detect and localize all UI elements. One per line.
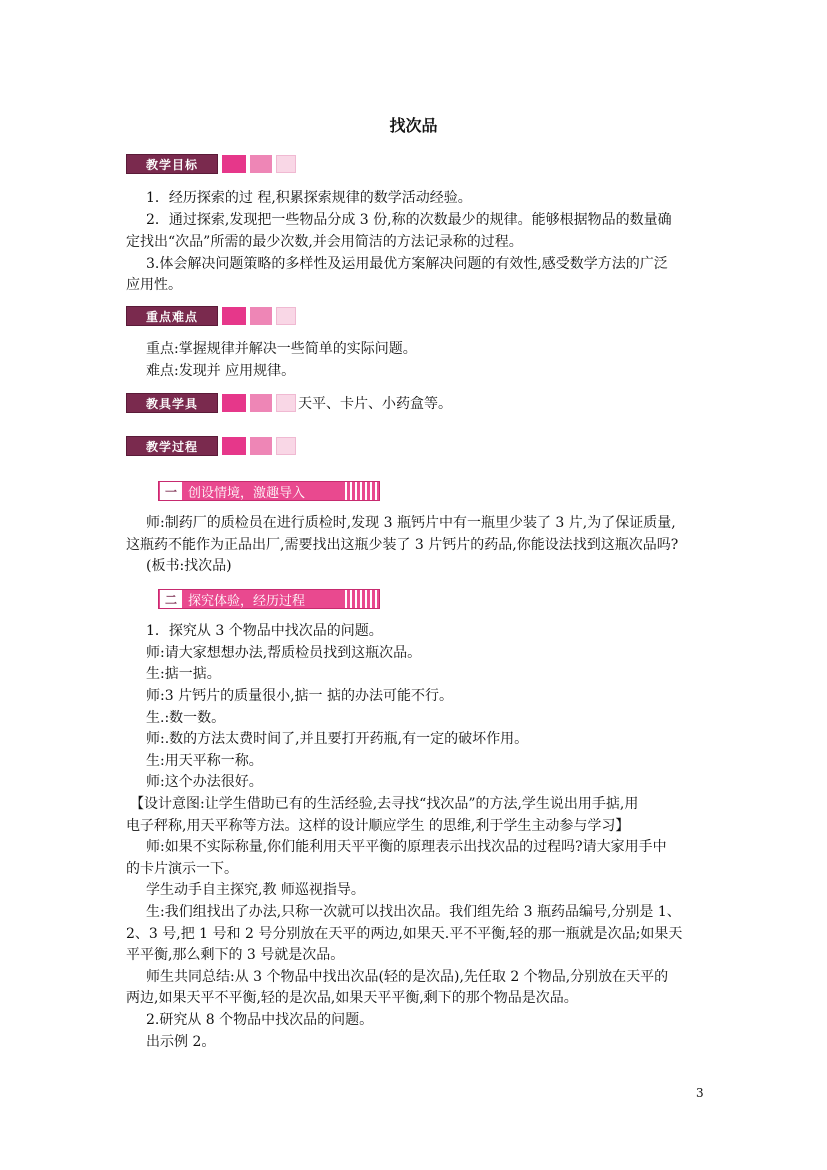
text-line: 1．探究从 3 个物品中找次品的问题。 <box>146 623 383 639</box>
stripe-decoration <box>345 482 379 500</box>
step-number: 一 <box>160 482 182 500</box>
page-number: 3 <box>696 1086 704 1100</box>
text-line: 师:请大家想想办法,帮质检员找到这瓶次品。 <box>146 645 422 661</box>
deco-square <box>250 394 272 412</box>
section-header-goals <box>126 154 296 174</box>
deco-square <box>276 437 296 455</box>
section-header-tools <box>126 393 452 413</box>
keypoint-line: 重点:掌握规律并解决一些简单的实际问题。 <box>146 341 417 357</box>
text-line: 这瓶药不能作为正品出厂,需要找出这瓶少装了 3 片钙片的药品,你能设法找到这瓶次品吗? <box>126 537 679 553</box>
text-line: 师:这个办法很好。 <box>146 774 263 790</box>
text-line: 学生动手自主探究,教 师巡视指导。 <box>146 882 365 898</box>
section-label: 教学过程 <box>126 436 218 456</box>
goal-line: 2．通过探索,发现把一些物品分成 3 份,称的次数最少的规律。能够根据物品的数量确 <box>146 212 672 228</box>
deco-square <box>276 155 296 173</box>
goal-line: 定找出“次品”所需的最少次数,并会用简洁的方法记录称的过程。 <box>126 234 523 250</box>
section-label: 教具学具 <box>126 393 218 413</box>
deco-square <box>276 394 296 412</box>
stripe-decoration <box>345 590 379 608</box>
deco-square <box>250 437 272 455</box>
text-line: 的卡片演示一下。 <box>126 861 238 877</box>
text-line: 2.研究从 8 个物品中找次品的问题。 <box>146 1012 374 1028</box>
text-line: 师:制药厂的质检员在进行质检时,发现 3 瓶钙片中有一瓶里少装了 3 片,为了保证质量, <box>146 515 676 531</box>
deco-square <box>276 307 296 325</box>
text-line: 两边,如果天平不平衡,轻的是次品,如果天平平衡,剩下的那个物品是次品。 <box>126 990 578 1006</box>
tools-text: 天平、卡片、小药盒等。 <box>298 396 452 412</box>
goal-line: 3.体会解决问题策略的多样性及运用最优方案解决问题的有效性,感受数学方法的广泛 <box>146 256 668 272</box>
text-line: 师:3 片钙片的质量很小,掂一 掂的办法可能不行。 <box>146 688 453 704</box>
page-title: 找次品 <box>389 116 438 135</box>
deco-square <box>222 155 246 173</box>
text-line: (板书:找次品) <box>146 558 232 574</box>
deco-square <box>222 394 246 412</box>
text-line: 生:掂一掂。 <box>146 666 221 682</box>
text-line: 2、3 号,把 1 号和 2 号分别放在天平的两边,如果天.平不平衡,轻的那一瓶就是次品;如果天 <box>126 926 683 942</box>
deco-square <box>222 307 246 325</box>
text-line: 平平衡,那么剩下的 3 号就是次品。 <box>126 947 345 963</box>
step-title: 探究体验，经历过程 <box>188 593 306 609</box>
step-number: 二 <box>160 590 182 608</box>
step-banner-2 <box>158 589 380 609</box>
design-intent-line: 电子秤称,用天平称等方法。这样的设计顺应学生 的思维,利于学生主动参与学习】 <box>126 818 630 834</box>
keypoint-line: 难点:发现并 应用规律。 <box>146 363 296 379</box>
deco-square <box>250 155 272 173</box>
goal-line: 1．经历探索的过 程,积累探索规律的数学活动经验。 <box>146 190 472 206</box>
text-line: 师:如果不实际称量,你们能利用天平平衡的原理表示出找次品的过程吗?请大家用手中 <box>146 839 667 855</box>
text-line: 生:我们组找出了办法,只称一次就可以找出次品。我们组先给 3 瓶药品编号,分别是 1、 <box>146 904 681 920</box>
section-label: 教学目标 <box>126 154 218 174</box>
step-title: 创设情境，激趣导入 <box>188 485 306 501</box>
text-line: 师生共同总结:从 3 个物品中找出次品(轻的是次品),先任取 2 个物品,分别放在天平的 <box>146 969 669 985</box>
text-line: 师:.数的方法太费时间了,并且要打开药瓶,有一定的破坏作用。 <box>146 731 529 747</box>
design-intent-line: 【设计意图:让学生借助已有的生活经验,去寻找“找次品”的方法,学生说出用手掂,用 <box>130 796 639 812</box>
section-header-keypoints <box>126 306 296 326</box>
text-line: 生.:数一数。 <box>146 710 226 726</box>
section-header-process <box>126 436 296 456</box>
text-line: 出示例 2。 <box>146 1034 216 1050</box>
deco-square <box>250 307 272 325</box>
section-label: 重点难点 <box>126 306 218 326</box>
goal-line: 应用性。 <box>126 277 182 293</box>
deco-square <box>222 437 246 455</box>
step-banner-1 <box>158 481 380 501</box>
text-line: 生:用天平称一称。 <box>146 753 263 769</box>
